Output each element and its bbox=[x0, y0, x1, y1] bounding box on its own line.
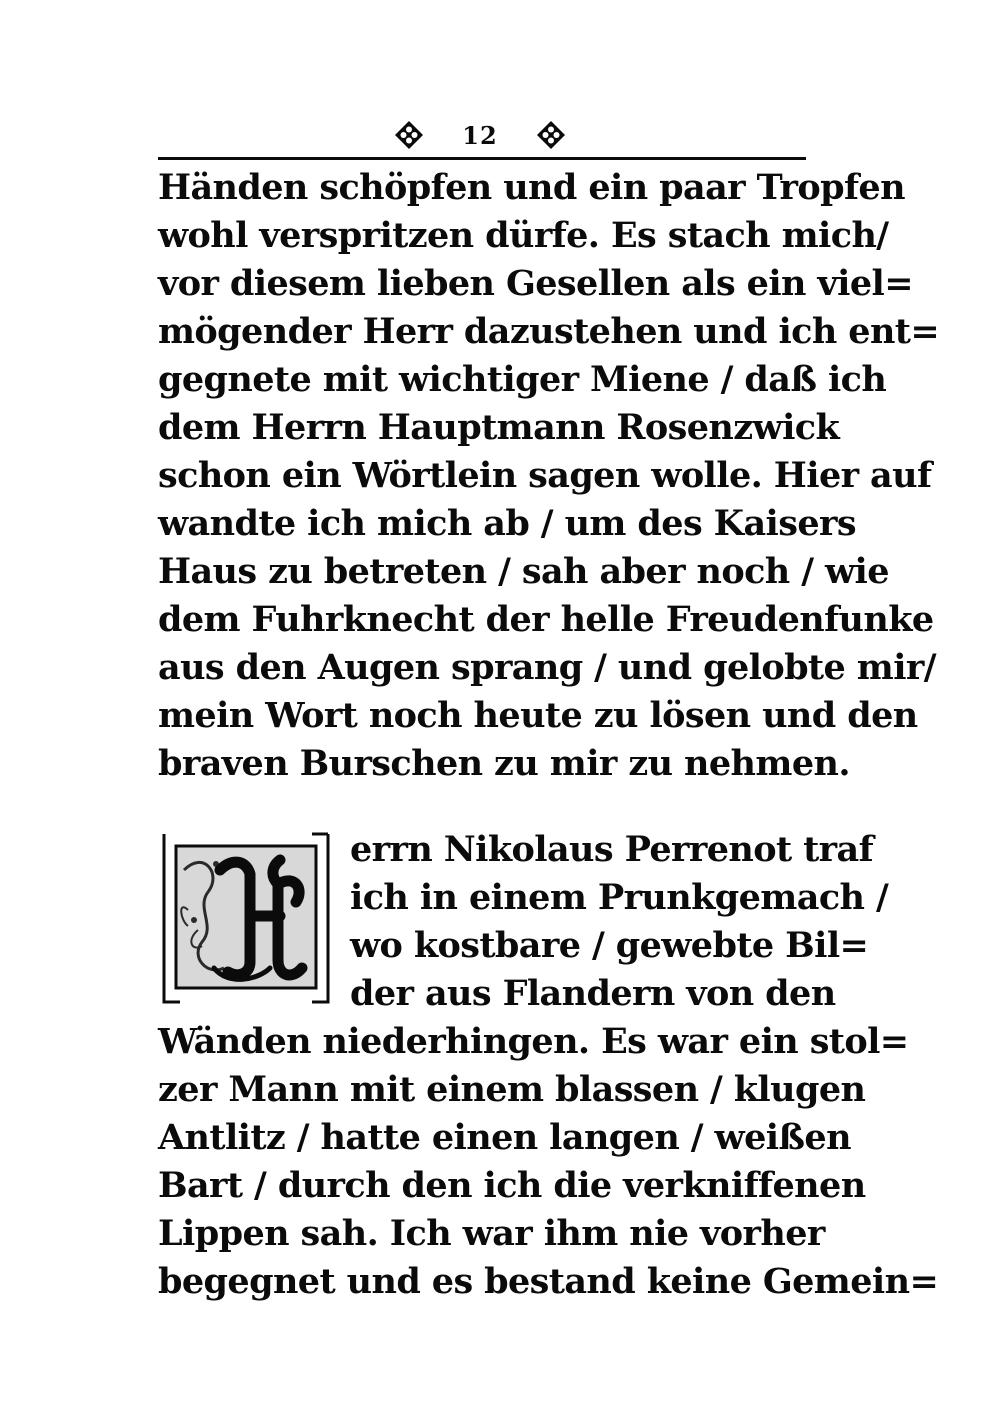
diamond-ornament-left-icon bbox=[394, 120, 424, 150]
text-line: begegnet und es bestand keine Gemein= bbox=[158, 1261, 939, 1302]
text-line: vor diesem lieben Gesellen als ein viel= bbox=[158, 263, 913, 304]
text-line: wohl verspritzen dürfe. Es stach mich/ bbox=[158, 215, 889, 256]
text-line: ich in einem Prunkgemach / bbox=[350, 877, 889, 918]
text-line: Lippen sah. Ich war ihm nie vorher bbox=[158, 1213, 825, 1254]
diamond-ornament-right-icon bbox=[536, 120, 566, 150]
text-line: gegnete mit wichtiger Miene / daß ich bbox=[158, 359, 887, 400]
page-header bbox=[155, 112, 805, 158]
text-line: mein Wort noch heute zu lösen und den bbox=[158, 695, 918, 736]
text-line: Händen schöpfen und ein paar Tropfen bbox=[158, 167, 905, 208]
text-line: dem Fuhrknecht der helle Freudenfunke bbox=[158, 599, 934, 640]
text-line: braven Burschen zu mir zu nehmen. bbox=[158, 743, 850, 784]
text-line: Wänden niederhingen. Es war ein stol= bbox=[158, 1021, 909, 1062]
header-rule bbox=[158, 157, 806, 160]
text-line: Haus zu betreten / sah aber noch / wie bbox=[158, 551, 889, 592]
page-number: 12 bbox=[462, 120, 498, 150]
text-line: zer Mann mit einem blassen / klugen bbox=[158, 1069, 866, 1110]
text-line: wo kostbare / gewebte Bil= bbox=[350, 925, 869, 966]
text-line: wandte ich mich ab / um des Kaisers bbox=[158, 503, 856, 544]
text-line: Bart / durch den ich die verkniffenen bbox=[158, 1165, 866, 1206]
text-line: schon ein Wörtlein sagen wolle. Hier auf bbox=[158, 455, 932, 496]
text-line: aus den Augen sprang / und gelobte mir/ bbox=[158, 647, 936, 688]
text-line: der aus Flandern von den bbox=[350, 973, 836, 1014]
decorated-initial-H-icon bbox=[158, 830, 334, 1008]
text-line: Antlitz / hatte einen langen / weißen bbox=[158, 1117, 851, 1158]
text-line: dem Herrn Hauptmann Rosenzwick bbox=[158, 407, 840, 448]
text-line: errn Nikolaus Perrenot traf bbox=[350, 829, 874, 870]
text-line: mögender Herr dazustehen und ich ent= bbox=[158, 311, 940, 352]
